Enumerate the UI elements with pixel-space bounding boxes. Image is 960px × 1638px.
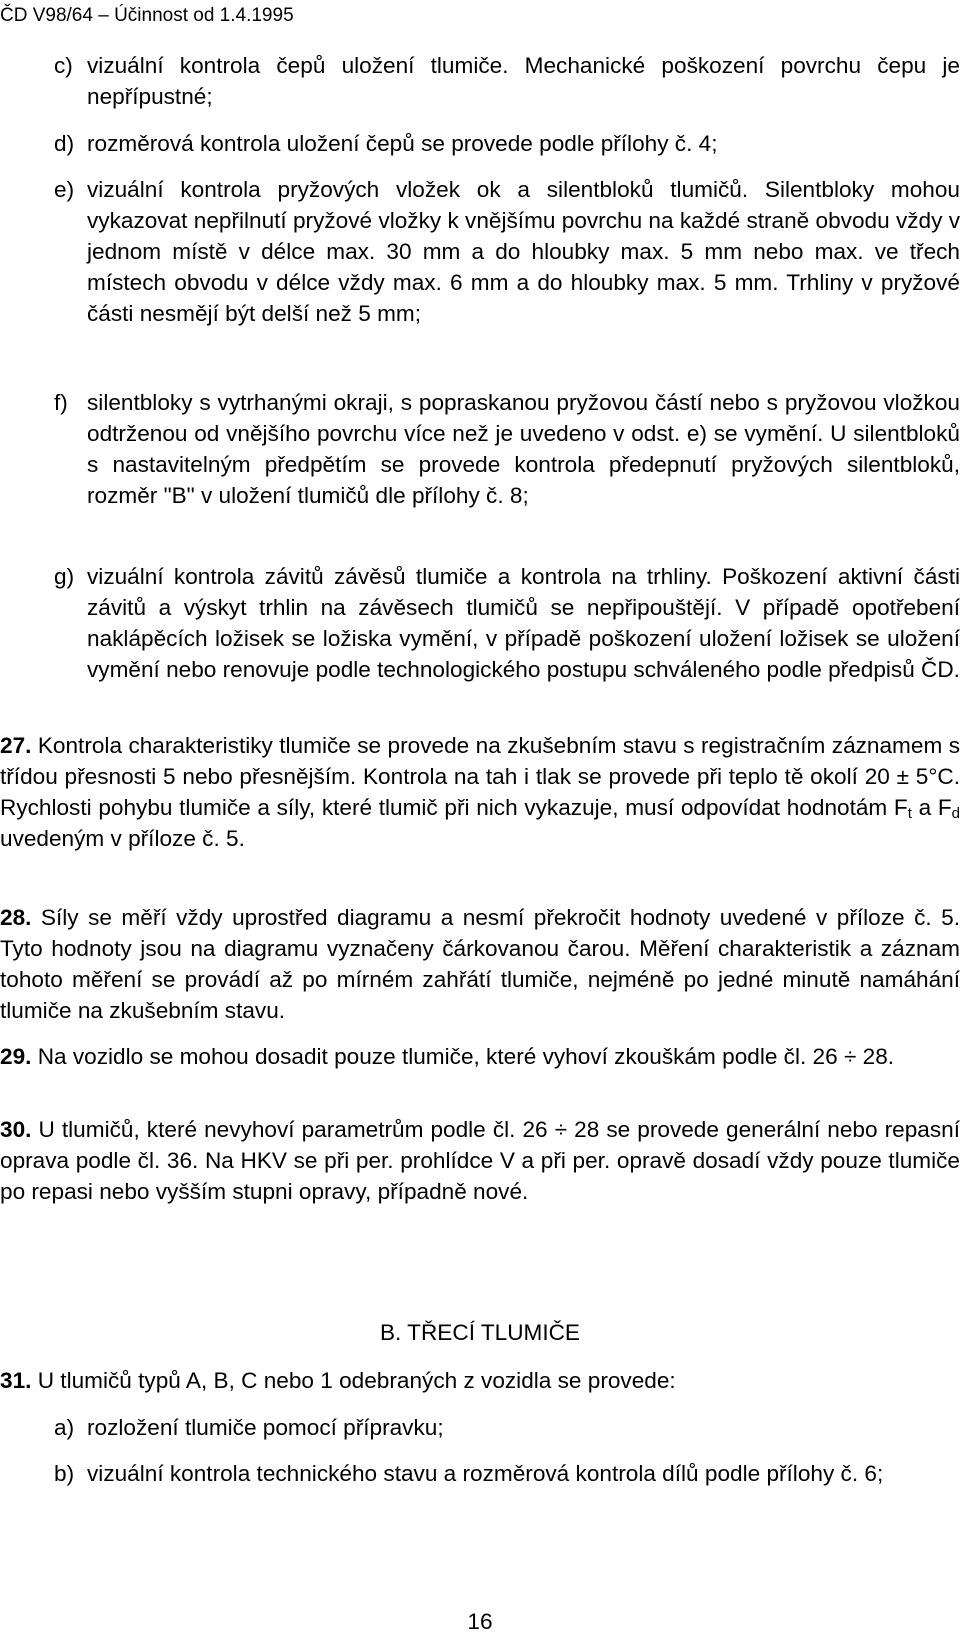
list-item-text: silentbloky s vytrhanými okraji, s popraskanou pryžovou částí nebo s pryžovou vložkou odtrženou od vnějšího povrchu více než je uvedeno v odst. e) se vymění. U silentbloků s nastavitelným předpětím se provede kontrola předepnutí pryžových silentbloků, rozměr "B" v uložení tlumičů dle přílohy č. 8; — [87, 390, 960, 508]
paragraph-number: 27. — [0, 733, 32, 758]
list-item-text: rozložení tlumiče pomocí přípravku; — [87, 1415, 444, 1440]
subscript-t: t — [907, 805, 912, 822]
paragraph-number: 29. — [0, 1044, 32, 1069]
list-item-d — [54, 128, 960, 159]
list-item-label: a) — [54, 1415, 75, 1440]
page-number: 16 — [467, 1609, 493, 1634]
list-item-text: vizuální kontrola závitů závěsů tlumiče a kontrola na trhliny. Poškození aktivní části závitů a výskyt trhlin na závěsech tlumičů se nepřipouštějí. V případě opotřebení naklápěcích ložisek se ložiska vymění, v případě poškození uložení ložisek se uložení vymění nebo renovuje podle technologického postupu schváleného podle předpisů ČD. — [87, 564, 960, 682]
list-item-e — [54, 174, 960, 329]
paragraph-text: Na vozidlo se mohou dosadit pouze tlumiče, které vyhoví zkouškám podle čl. 26 ÷ 28. — [37, 1044, 895, 1069]
list-item-label: d) — [54, 131, 75, 156]
list-item-label: c) — [54, 53, 73, 78]
paragraph-number: 31. — [0, 1368, 32, 1393]
paragraph-number: 30. — [0, 1117, 32, 1142]
list-item-text: rozměrová kontrola uložení čepů se provede podle přílohy č. 4; — [87, 131, 718, 156]
paragraph-30 — [0, 1114, 960, 1207]
list-item-label: b) — [54, 1461, 75, 1486]
list-item-a — [54, 1412, 960, 1443]
list-item-g — [54, 561, 960, 685]
list-item-label: f) — [54, 390, 68, 415]
list-item-text: vizuální kontrola pryžových vložek ok a silentbloků tlumičů. Silentbloky mohou vykazovat nepřilnutí pryžové vložky k vnějšímu povrchu na každé straně obvodu vždy v jednom místě v délce max. 30 mm a do hloubky max. 5 mm nebo max. ve třech místech obvodu v délce vždy max. 6 mm a do hloubky max. 5 mm. Trhliny v pryžové části nesmějí být delší než 5 mm; — [87, 177, 960, 326]
paragraph-number: 28. — [0, 905, 32, 930]
list-item-label: g) — [54, 564, 75, 589]
paragraph-text: uvedeným v příloze č. 5. — [0, 826, 245, 851]
paragraph-text: Kontrola charakteristiky tlumiče se provede na zkušebním stavu s registračním záznamem s třídou přesnosti 5 nebo přesnějším. Kontrola na tah i tlak se provede při teplo tě okolí 20 ± 5°C. Rychlosti pohybu tlumiče a síly, které tlumič při nich vykazuje, musí odpovídat hodnotám F — [0, 733, 960, 820]
list-item-c — [54, 50, 960, 112]
section-title: B. TŘECÍ TLUMIČE — [379, 1320, 581, 1345]
list-item-text: vizuální kontrola čepů uložení tlumiče. Mechanické poškození povrchu čepu je nepřípustné; — [87, 53, 960, 109]
paragraph-text: a F — [911, 795, 952, 820]
list-item-label: e) — [54, 177, 75, 202]
paragraph-29 — [0, 1041, 960, 1072]
paragraph-28 — [0, 902, 960, 1026]
list-item-b — [54, 1458, 960, 1489]
subscript-d: d — [951, 805, 960, 822]
paragraph-31 — [0, 1365, 960, 1396]
page-header: ČD V98/64 – Účinnost od 1.4.1995 — [0, 5, 294, 26]
paragraph-27 — [0, 730, 960, 854]
paragraph-text: Síly se měří vždy uprostřed diagramu a nesmí překročit hodnoty uvedené v příloze č. 5. Tyto hodnoty jsou na diagramu vyznačeny čárkovanou čarou. Měření charakteristik a záznam tohoto měření se provádí až po mírném zahřátí tlumiče, nejméně po jedné minutě namáhání tlumiče na zkušebním stavu. — [0, 905, 960, 1023]
list-item-text: vizuální kontrola technického stavu a rozměrová kontrola dílů podle přílohy č. 6; — [87, 1461, 884, 1486]
paragraph-text: U tlumičů typů A, B, C nebo 1 odebraných z vozidla se provede: — [37, 1368, 676, 1393]
paragraph-text: U tlumičů, které nevyhoví parametrům podle čl. 26 ÷ 28 se provede generální nebo repasní oprava podle čl. 36. Na HKV se při per. prohlídce V a při per. opravě dosadí vždy pouze tlumiče po repasi nebo vyšším stupni opravy, případně nové. — [0, 1117, 960, 1204]
list-item-f — [54, 387, 960, 511]
